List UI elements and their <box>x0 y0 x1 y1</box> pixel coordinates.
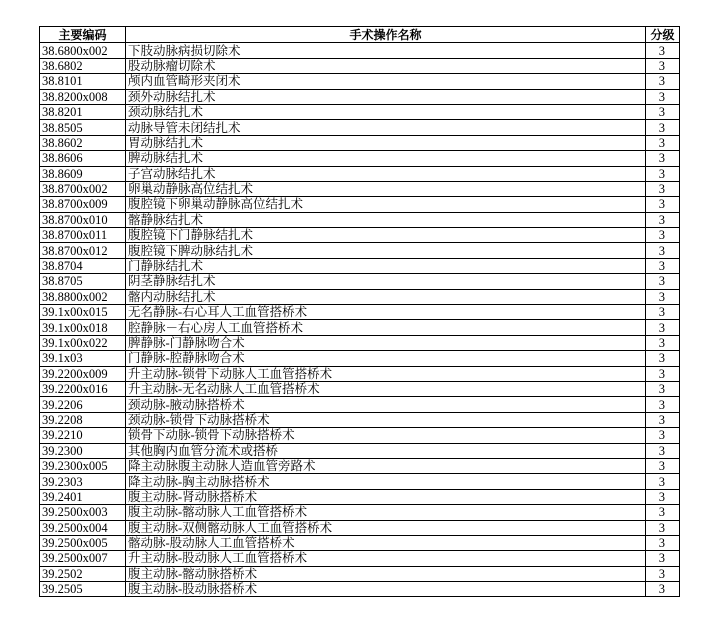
procedure-name-cell: 腹腔镜下脾动脉结扎术 <box>126 243 646 258</box>
code-cell: 39.2210 <box>40 428 126 443</box>
table-row <box>40 258 680 273</box>
code-cell: 39.2206 <box>40 397 126 412</box>
table-row <box>40 289 680 304</box>
code-cell: 39.2500x005 <box>40 535 126 550</box>
grade-cell: 3 <box>646 104 680 119</box>
table-row <box>40 305 680 320</box>
procedure-name-cell: 其他胸内血管分流术或搭桥 <box>126 443 646 458</box>
code-cell: 38.6800x002 <box>40 43 126 58</box>
code-cell: 38.8700x010 <box>40 212 126 227</box>
table-row <box>40 397 680 412</box>
code-cell: 38.8700x011 <box>40 228 126 243</box>
procedure-name-cell: 腹腔镜下门静脉结扎术 <box>126 228 646 243</box>
code-cell: 39.2505 <box>40 582 126 597</box>
procedure-name-cell: 腹主动脉-髂动脉搭桥术 <box>126 566 646 581</box>
table-row <box>40 181 680 196</box>
procedure-name-cell: 阴茎静脉结扎术 <box>126 274 646 289</box>
table-row <box>40 551 680 566</box>
table-row <box>40 428 680 443</box>
code-cell: 38.8505 <box>40 120 126 135</box>
header-grade: 分级 <box>646 27 680 43</box>
procedure-name-cell: 降主动脉-胸主动脉搭桥术 <box>126 474 646 489</box>
grade-cell: 3 <box>646 181 680 196</box>
grade-cell: 3 <box>646 582 680 597</box>
procedure-name-cell: 无名静脉-右心耳人工血管搭桥术 <box>126 305 646 320</box>
grade-cell: 3 <box>646 397 680 412</box>
table-row <box>40 135 680 150</box>
procedure-name-cell: 升主动脉-股动脉人工血管搭桥术 <box>126 551 646 566</box>
table-row <box>40 520 680 535</box>
code-cell: 39.2300 <box>40 443 126 458</box>
grade-cell: 3 <box>646 243 680 258</box>
table-row <box>40 505 680 520</box>
header-row <box>40 27 680 43</box>
grade-cell: 3 <box>646 58 680 73</box>
table-row <box>40 43 680 58</box>
procedure-name-cell: 胃动脉结扎术 <box>126 135 646 150</box>
grade-cell: 3 <box>646 289 680 304</box>
code-cell: 39.1x00x022 <box>40 335 126 350</box>
header-name: 手术操作名称 <box>126 27 646 43</box>
code-cell: 38.8800x002 <box>40 289 126 304</box>
grade-cell: 3 <box>646 381 680 396</box>
code-cell: 39.1x00x018 <box>40 320 126 335</box>
grade-cell: 3 <box>646 89 680 104</box>
procedure-name-cell: 颈外动脉结扎术 <box>126 89 646 104</box>
grade-cell: 3 <box>646 320 680 335</box>
code-cell: 38.8606 <box>40 151 126 166</box>
procedure-name-cell: 腹腔镜下卵巢动静脉高位结扎术 <box>126 197 646 212</box>
table-row <box>40 489 680 504</box>
table-row <box>40 197 680 212</box>
table-row <box>40 228 680 243</box>
code-cell: 38.8705 <box>40 274 126 289</box>
header-code: 主要编码 <box>40 27 126 43</box>
procedure-name-cell: 腹主动脉-肾动脉搭桥术 <box>126 489 646 504</box>
procedure-name-cell: 股动脉瘤切除术 <box>126 58 646 73</box>
procedure-name-cell: 颈动脉结扎术 <box>126 104 646 119</box>
grade-cell: 3 <box>646 258 680 273</box>
grade-cell: 3 <box>646 351 680 366</box>
code-cell: 38.8101 <box>40 74 126 89</box>
table-row <box>40 458 680 473</box>
procedure-name-cell: 卵巢动静脉高位结扎术 <box>126 181 646 196</box>
grade-cell: 3 <box>646 120 680 135</box>
code-cell: 39.2208 <box>40 412 126 427</box>
code-cell: 39.2500x004 <box>40 520 126 535</box>
grade-cell: 3 <box>646 366 680 381</box>
procedure-name-cell: 下肢动脉病损切除术 <box>126 43 646 58</box>
code-cell: 38.8201 <box>40 104 126 119</box>
grade-cell: 3 <box>646 74 680 89</box>
grade-cell: 3 <box>646 412 680 427</box>
grade-cell: 3 <box>646 335 680 350</box>
code-cell: 38.8700x002 <box>40 181 126 196</box>
table-row <box>40 274 680 289</box>
grade-cell: 3 <box>646 428 680 443</box>
procedure-name-cell: 锁骨下动脉-锁骨下动脉搭桥术 <box>126 428 646 443</box>
procedure-name-cell: 髂内动脉结扎术 <box>126 289 646 304</box>
code-cell: 38.8704 <box>40 258 126 273</box>
grade-cell: 3 <box>646 489 680 504</box>
table-row <box>40 120 680 135</box>
procedure-name-cell: 髂静脉结扎术 <box>126 212 646 227</box>
code-cell: 39.2500x007 <box>40 551 126 566</box>
procedure-name-cell: 降主动脉腹主动脉人造血管旁路术 <box>126 458 646 473</box>
table-row <box>40 335 680 350</box>
code-cell: 39.2300x005 <box>40 458 126 473</box>
grade-cell: 3 <box>646 520 680 535</box>
code-cell: 39.2500x003 <box>40 505 126 520</box>
procedure-name-cell: 颈动脉-腋动脉搭桥术 <box>126 397 646 412</box>
procedure-name-cell: 颈动脉-锁骨下动脉搭桥术 <box>126 412 646 427</box>
table-row <box>40 104 680 119</box>
grade-cell: 3 <box>646 305 680 320</box>
grade-cell: 3 <box>646 505 680 520</box>
procedure-table <box>39 26 680 597</box>
grade-cell: 3 <box>646 458 680 473</box>
table-row <box>40 151 680 166</box>
table-row <box>40 74 680 89</box>
code-cell: 39.2502 <box>40 566 126 581</box>
procedure-name-cell: 腹主动脉-髂动脉人工血管搭桥术 <box>126 505 646 520</box>
grade-cell: 3 <box>646 228 680 243</box>
procedure-name-cell: 腹主动脉-股动脉搭桥术 <box>126 582 646 597</box>
table-row <box>40 366 680 381</box>
procedure-name-cell: 颅内血管畸形夹闭术 <box>126 74 646 89</box>
code-cell: 39.1x03 <box>40 351 126 366</box>
code-cell: 38.8609 <box>40 166 126 181</box>
procedure-name-cell: 脾静脉-门静脉吻合术 <box>126 335 646 350</box>
table-row <box>40 474 680 489</box>
table-row <box>40 351 680 366</box>
procedure-name-cell: 升主动脉-锁骨下动脉人工血管搭桥术 <box>126 366 646 381</box>
grade-cell: 3 <box>646 274 680 289</box>
code-cell: 39.2401 <box>40 489 126 504</box>
grade-cell: 3 <box>646 151 680 166</box>
table-row <box>40 243 680 258</box>
procedure-name-cell: 脾动脉结扎术 <box>126 151 646 166</box>
code-cell: 38.8700x012 <box>40 243 126 258</box>
grade-cell: 3 <box>646 535 680 550</box>
table-row <box>40 89 680 104</box>
table-row <box>40 412 680 427</box>
grade-cell: 3 <box>646 166 680 181</box>
procedure-name-cell: 子宫动脉结扎术 <box>126 166 646 181</box>
code-cell: 39.2200x009 <box>40 366 126 381</box>
procedure-name-cell: 腹主动脉-双侧髂动脉人工血管搭桥术 <box>126 520 646 535</box>
code-cell: 38.8200x008 <box>40 89 126 104</box>
grade-cell: 3 <box>646 566 680 581</box>
procedure-name-cell: 门静脉结扎术 <box>126 258 646 273</box>
grade-cell: 3 <box>646 474 680 489</box>
grade-cell: 3 <box>646 443 680 458</box>
grade-cell: 3 <box>646 135 680 150</box>
procedure-name-cell: 门静脉-腔静脉吻合术 <box>126 351 646 366</box>
code-cell: 39.1x00x015 <box>40 305 126 320</box>
code-cell: 39.2303 <box>40 474 126 489</box>
table-row <box>40 566 680 581</box>
code-cell: 39.2200x016 <box>40 381 126 396</box>
table-row <box>40 381 680 396</box>
table-row <box>40 582 680 597</box>
table-row <box>40 320 680 335</box>
table-row <box>40 166 680 181</box>
code-cell: 38.8602 <box>40 135 126 150</box>
table-row <box>40 58 680 73</box>
table-body <box>40 43 680 597</box>
procedure-name-cell: 腔静脉－右心房人工血管搭桥术 <box>126 320 646 335</box>
procedure-name-cell: 髂动脉-股动脉人工血管搭桥术 <box>126 535 646 550</box>
table-row <box>40 443 680 458</box>
procedure-name-cell: 升主动脉-无名动脉人工血管搭桥术 <box>126 381 646 396</box>
grade-cell: 3 <box>646 551 680 566</box>
grade-cell: 3 <box>646 43 680 58</box>
table-row <box>40 212 680 227</box>
code-cell: 38.8700x009 <box>40 197 126 212</box>
procedure-name-cell: 动脉导管未闭结扎术 <box>126 120 646 135</box>
table-header <box>40 27 680 43</box>
grade-cell: 3 <box>646 212 680 227</box>
code-cell: 38.6802 <box>40 58 126 73</box>
grade-cell: 3 <box>646 197 680 212</box>
table-row <box>40 535 680 550</box>
